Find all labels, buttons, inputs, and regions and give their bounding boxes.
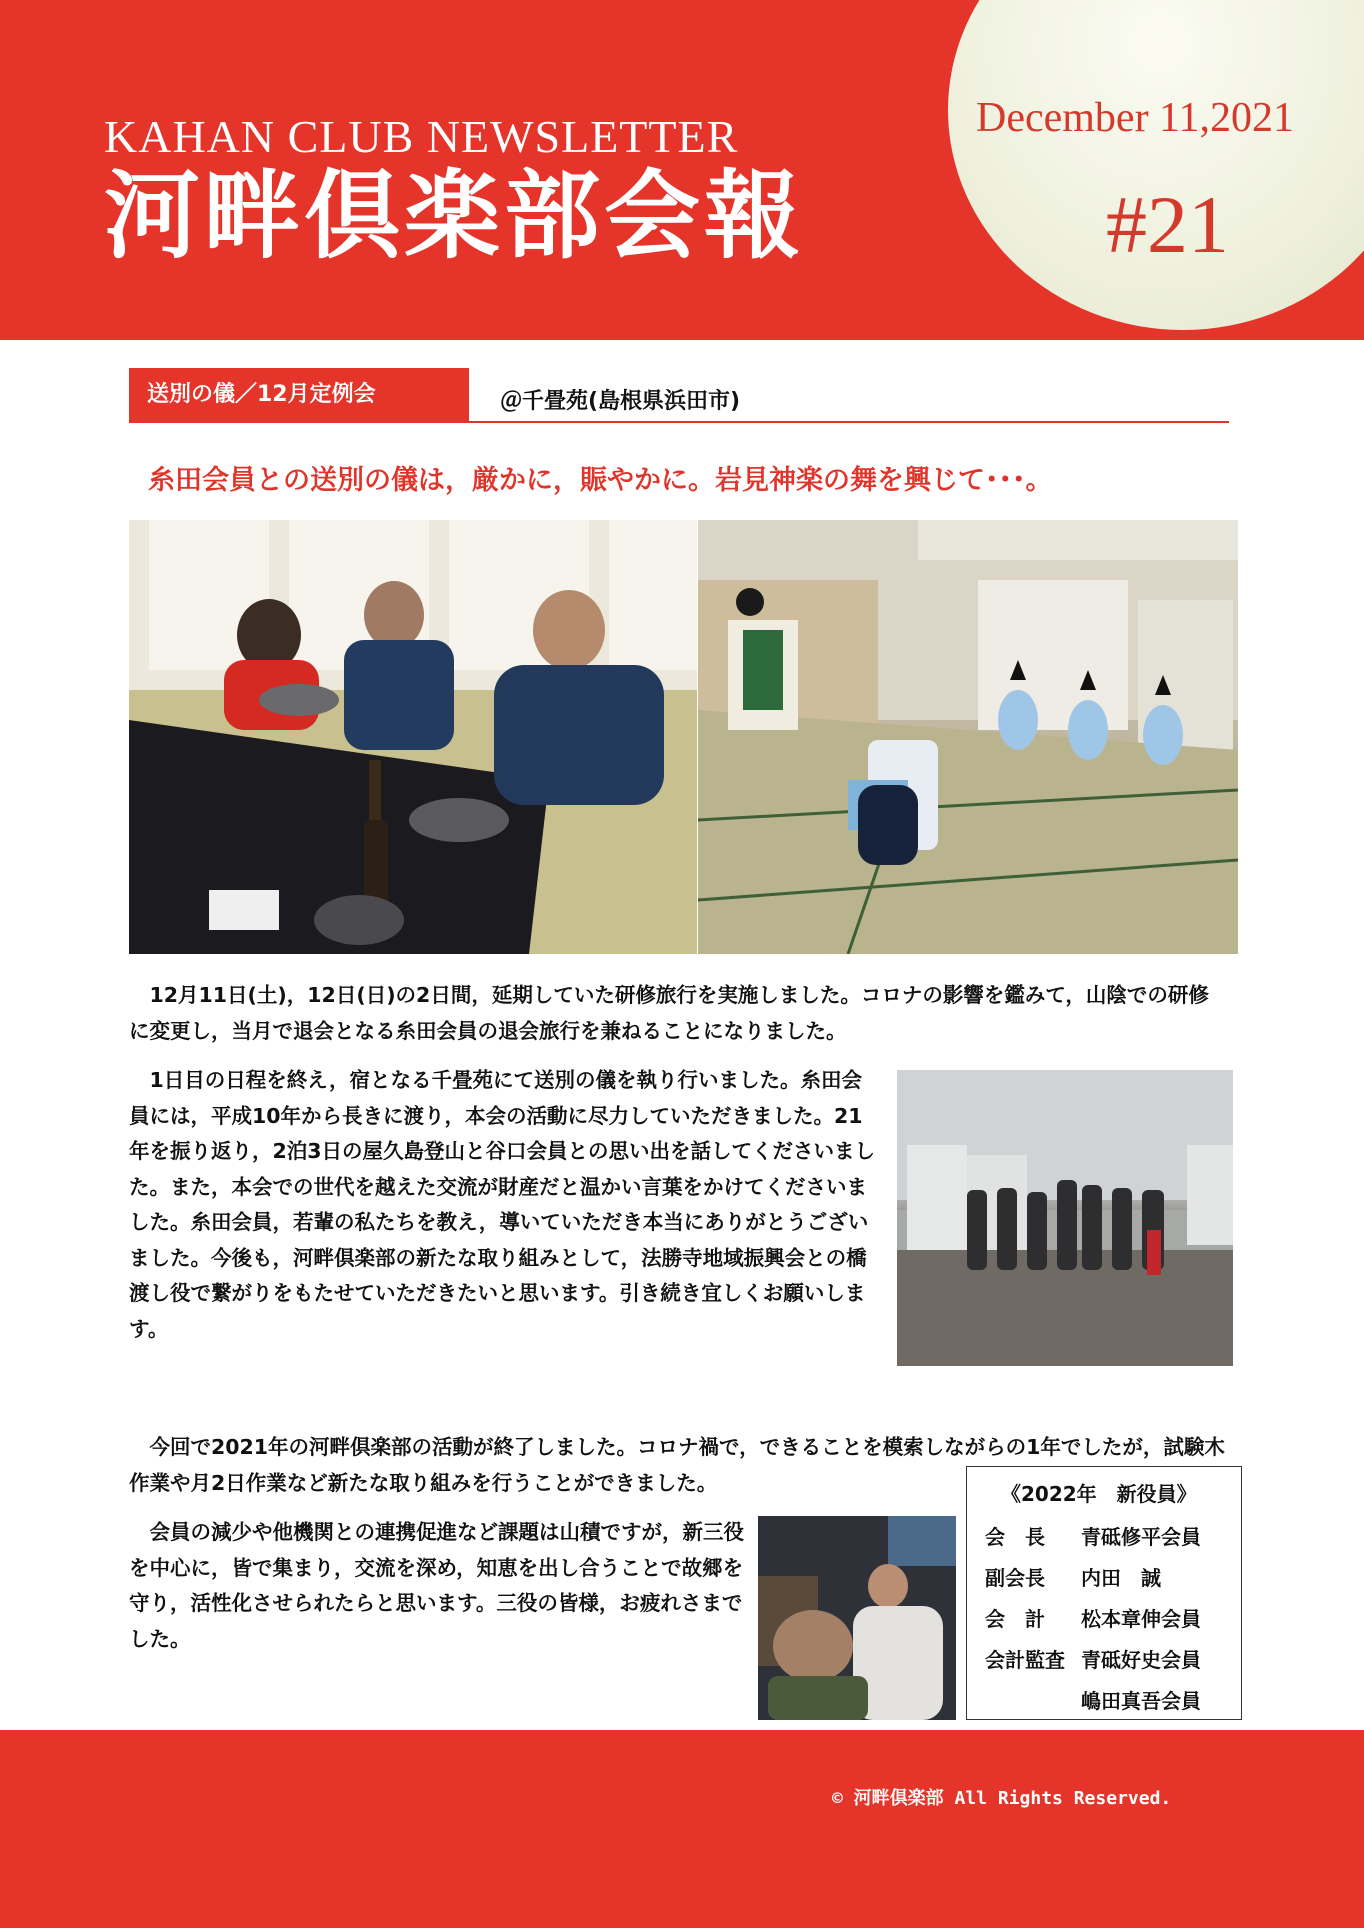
date-oval [948,0,1364,330]
officer-row [985,1599,1241,1640]
newsletter-title-jp: 河畔倶楽部会報 [104,159,804,272]
group-photo-art [897,1070,1233,1366]
group-photo [897,1070,1233,1366]
officer-row [985,1640,1241,1681]
footer-banner [0,1730,1364,1928]
banquet-photo-art [129,520,697,954]
officer-name: 青砥好史会員 [1081,1648,1201,1672]
officer-role: 会計監査 [985,1648,1065,1672]
article-paragraph-4: 会員の減少や他機関との連携促進など課題は山積ですが，新三役を中心に，皆で集まり，交流を深め，知恵を出し合うことで故郷を守り，活性化させられたらと思います。三役の皆様，お疲れさまでした。 [129,1520,744,1651]
officer-name: 青砥修平会員 [1081,1525,1201,1549]
issue-number: #21 [1106,179,1229,270]
copyright-text: © 河畔倶楽部 All Rights Reserved. [832,1788,1172,1809]
officer-role: 副会長 [985,1566,1045,1590]
officer-role: 会 長 [985,1525,1045,1549]
officer-name: 松本章伸会員 [1081,1607,1201,1631]
article-headline: 糸田会員との送別の儀は，厳かに，賑やかに。岩見神楽の舞を興じて･･･。 [148,465,1053,496]
officer-row [985,1558,1241,1599]
article-paragraph-3: 今回で2021年の河畔倶楽部の活動が終了しました。コロナ禍で，できることを模索しながらの1年でしたが，試験木作業や月2日作業など新たな取り組みを行うことができました。 [129,1435,1225,1495]
officer-role [985,1681,1081,1722]
speech-photo [758,1516,956,1720]
kagura-photo [698,520,1238,954]
speech-photo-art [758,1516,956,1720]
officer-row [985,1681,1241,1722]
officer-name: 内田 誠 [1081,1566,1161,1590]
issue-date: December 11,2021 [976,95,1294,141]
header-banner [0,0,1364,340]
section-location: ＠千畳苑(島根県浜田市) [500,389,741,414]
section-tag: 送別の儀／12月定例会 [129,368,469,422]
banquet-photo [129,520,697,954]
officer-row [985,1517,1241,1558]
officer-role: 会 計 [985,1607,1045,1631]
new-officers-box [966,1466,1242,1720]
article-paragraph-2: 1日目の日程を終え，宿となる千畳苑にて送別の儀を執り行いました。糸田会員には，平成10年から長きに渡り，本会の活動に尽力していただきました。21年を振り返り，2泊3日の屋久島登山と谷口会員との思い出を話してくださいました。また，本会での世代を越えた交流が財産だと温かい言葉をかけてくださいました。糸田会員，若輩の私たちを教え，導いていただき本当にありがとうございました。今後も，河畔倶楽部の新たな取り組みとして，法勝寺地域振興会との橋渡し役で繋がりをもたせていただきたいと思います。引き続き宜しくお願いします。 [129,1068,876,1341]
section-divider [129,421,1229,423]
article-paragraph-1: 12月11日(土)，12日(日)の2日間，延期していた研修旅行を実施しました。コロナの影響を鑑みて，山陰での研修に変更し，当月で退会となる糸田会員の退会旅行を兼ねることになりました。 [129,983,1209,1043]
kagura-photo-art [698,520,1238,954]
officers-title: 《2022年 新役員》 [1001,1482,1197,1506]
newsletter-title-en: KAHAN CLUB NEWSLETTER [104,111,739,162]
officer-name: 嶋田真吾会員 [1081,1689,1201,1713]
